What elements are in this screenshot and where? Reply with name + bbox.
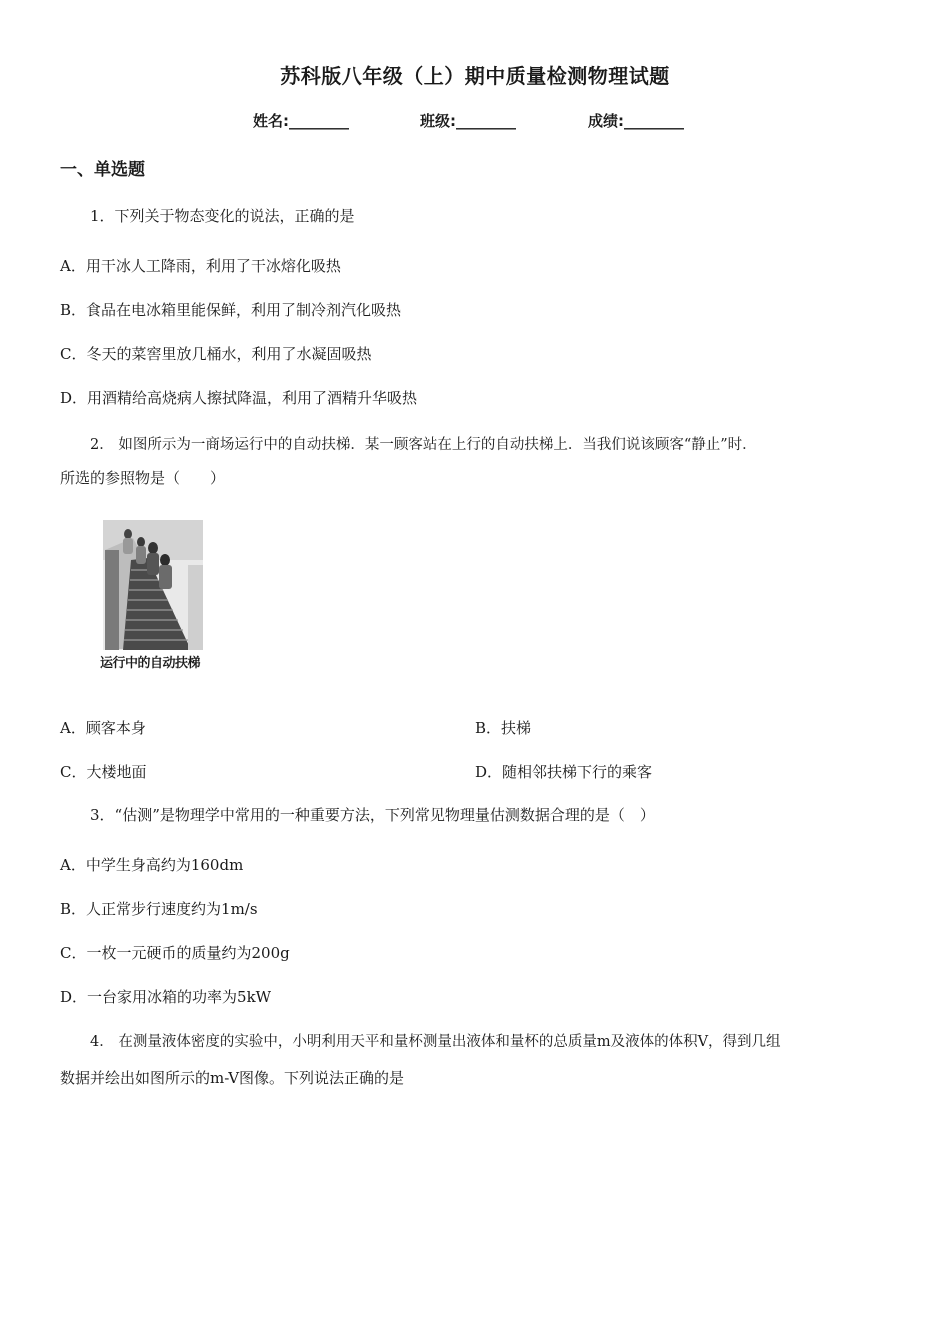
- question-2-option-c: C．大楼地面: [60, 763, 147, 781]
- question-2-stem-line1: 2． 如图所示为一商场运行中的自动扶梯．某一顾客站在上行的自动扶梯上．当我们说该顾客“静止”时．: [90, 437, 757, 453]
- question-1-option-c: C．冬天的菜窖里放几桶水，利用了水凝固吸热: [60, 345, 372, 363]
- question-3-option-a: A．中学生身高约为160dm: [60, 856, 244, 874]
- question-1-option-b: B．食品在电冰箱里能保鲜，利用了制冷剂汽化吸热: [60, 301, 402, 319]
- score-field: 成绩:________: [588, 112, 684, 130]
- question-2-stem-line2: 所选的参照物是（ ）: [60, 469, 226, 487]
- question-3-option-c: C．一枚一元硬币的质量约为200g: [60, 944, 290, 962]
- class-field: 班级:________: [420, 112, 516, 130]
- question-1-option-a: A．用干冰人工降雨，利用了干冰熔化吸热: [60, 257, 341, 275]
- question-4-stem-line1: 4． 在测量液体密度的实验中，小明利用天平和量杯测量出液体和量杯的总质量m及液体的体积V，得到几组: [90, 1034, 781, 1050]
- question-3-stem: 3．“估测”是物理学中常用的一种重要方法，下列常见物理量估测数据合理的是（ ）: [90, 806, 655, 824]
- question-1-stem: 1．下列关于物态变化的说法，正确的是: [90, 207, 355, 225]
- name-field: 姓名:________: [253, 112, 349, 130]
- question-2-option-d: D．随相邻扶梯下行的乘客: [475, 763, 653, 781]
- question-4-stem-line2: 数据并绘出如图所示的m-V图像。下列说法正确的是: [60, 1069, 405, 1087]
- page-title: 苏科版八年级（上）期中质量检测物理试题: [280, 64, 670, 88]
- question-2-option-a: A．顾客本身: [60, 719, 146, 737]
- question-1-option-d: D．用酒精给高烧病人擦拭降温，利用了酒精升华吸热: [60, 389, 418, 407]
- section-heading: 一、单选题: [60, 160, 145, 180]
- escalator-photo: [103, 520, 203, 650]
- question-3-option-b: B．人正常步行速度约为1m/s: [60, 900, 258, 918]
- question-2-option-b: B．扶梯: [475, 719, 532, 737]
- figure-caption: 运行中的自动扶梯: [100, 656, 201, 671]
- question-3-option-d: D．一台家用冰箱的功率为5kW: [60, 988, 272, 1006]
